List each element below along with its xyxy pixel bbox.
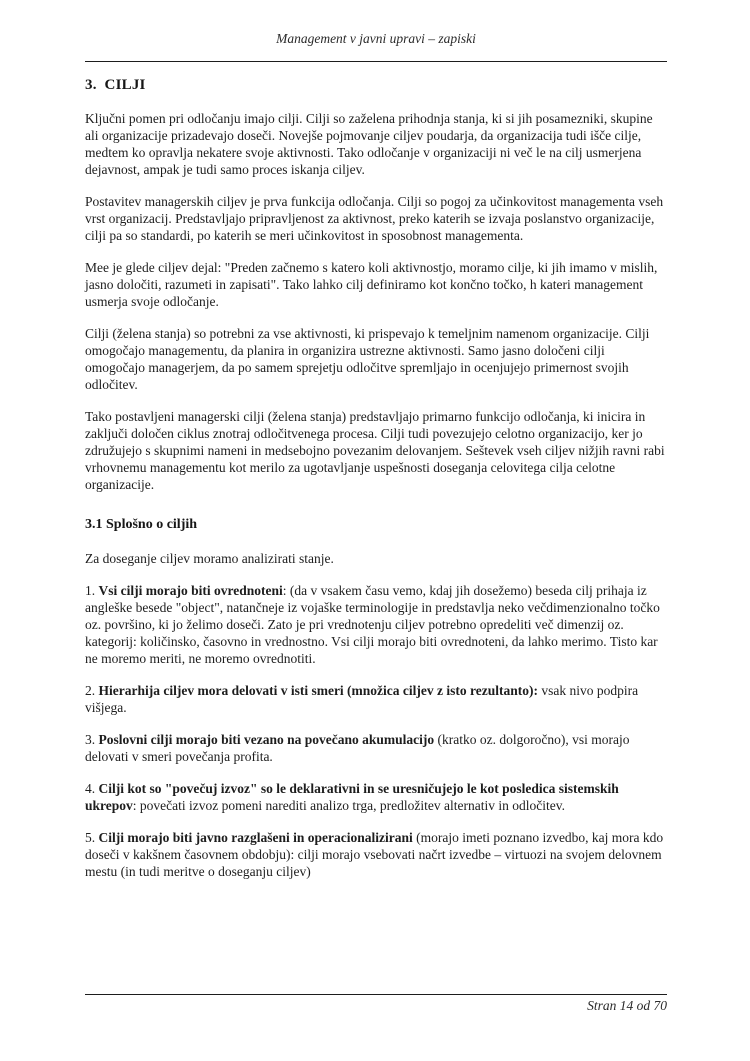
numbered-item xyxy=(85,780,667,814)
item-text: (kratko oz. dolgoročno), vsi morajo delovati v smeri povečanja profita. xyxy=(85,732,630,764)
header-divider xyxy=(85,61,667,62)
section-heading: 3. CILJI xyxy=(85,77,146,93)
numbered-item xyxy=(85,682,667,716)
item-bold-text: Hierarhija ciljev mora delovati v isti smeri (množica ciljev z isto rezultanto): xyxy=(98,683,538,698)
numbered-item xyxy=(85,829,667,880)
body-paragraph: Cilji (želena stanja) so potrebni za vse aktivnosti, ki prispevajo k temeljnim namenom organizacije. Cilji omogočajo managementu, da planira in organizira ustrezne aktivnosti. Samo jasno določeni cilji omogočajo managerjem, da po samem sprejetju odločitve spremljajo in ocenjujejo primernost svojih odločitev. xyxy=(85,326,650,392)
item-bold-text: Vsi cilji morajo biti ovrednoteni xyxy=(98,583,283,598)
subsection-heading: 3.1 Splošno o ciljih xyxy=(85,517,198,532)
body-paragraph: Tako postavljeni managerski cilji (želena stanja) predstavljajo primarno funkcijo odločanja, ki inicira in zaključi določen ciklus znotraj odločitvenega procesa. Cilji tudi povezujejo celotno organizacijo, ker jo združujejo s skupnimi nameni in medsebojno povezanim delovanjem. Seštevek vseh ciljev nižjih ravni rabi vrhovnemu managementu kot merilo za ugotavljanje uspešnosti doseganja celovitega cilja celotne organizacije. xyxy=(85,409,665,492)
item-bold-text: Cilji kot so "povečuj izvoz" so le deklarativni in se uresničujejo le kot posledica sistemskih ukrepov xyxy=(85,781,619,813)
item-text: (morajo imeti poznano izvedbo, kaj mora kdo doseči v kakšnem časovnem obdobju): cilji morajo vsebovati načrt izvedbe – virtuozi na svojem delovnem mestu (in tudi meritve o doseganju ciljev) xyxy=(85,830,664,879)
item-number: 5. xyxy=(85,830,99,845)
body-paragraph: Mee je glede ciljev dejal: "Preden začnemo s katero koli aktivnostjo, moramo cilje, ki jih imamo v mislih, jasno določiti, razumeti in zapisati". Tako lahko cilj definiramo kot končno točko, h kateri management usmerja svoje odločanje. xyxy=(85,260,658,309)
item-number: 2. xyxy=(85,683,99,698)
page-number-label: Stran 14 od 70 xyxy=(587,998,667,1013)
item-text: : povečati izvoz pomeni narediti analizo trga, predložitev alternativ in odločitev. xyxy=(132,798,565,813)
item-number: 4. xyxy=(85,781,99,796)
item-text: vsak nivo podpira višjega. xyxy=(85,683,639,715)
numbered-item xyxy=(85,582,667,667)
page-footer xyxy=(85,994,667,1014)
item-number: 1. xyxy=(85,583,99,598)
body-paragraph: Ključni pomen pri odločanju imajo cilji. Cilji so zaželena prihodnja stanja, ki si jih posamezniki, skupine ali organizacije prizadevajo doseči. Novejše pojmovanje ciljev poudarja, da organizacija tudi išče cilje, medtem ko opravlja nekatere svoje aktivnosti. Tako odločanje v organizaciji ni več le na cilj usmerjena dejavnost, ampak je tudi samo proces iskanja ciljev. xyxy=(85,111,653,177)
item-bold-text: Cilji morajo biti javno razglašeni in operacionalizirani xyxy=(98,830,413,845)
item-text: : (da v vsakem času vemo, kdaj jih dosežemo) beseda cilj prihaja iz angleške besede "object", natančneje iz vojaške terminologije in predstavlja neko večdimenzionalno točko oz. površino, ki jo želimo doseči. Zato je pri vrednotenju ciljev potrebno opredeliti več dimenzij oz. kategorij: količinsko, časovno in vrednostno. Vsi cilji morajo biti ovrednoteni, da lahko merimo. Tisto kar ne moremo meriti, ne moremo ovrednotiti. xyxy=(85,583,660,666)
item-bold-text: Poslovni cilji morajo biti vezano na povečano akumulacijo xyxy=(98,732,435,747)
footer-divider xyxy=(85,994,667,995)
numbered-item xyxy=(85,731,667,765)
page-header-title: Management v javni upravi – zapiski xyxy=(276,31,476,46)
body-paragraph: Postavitev managerskih ciljev je prva funkcija odločanja. Cilji so pogoj za učinkovitost managementa vseh vrst organizacij. Predstavljajo pripravljenost za aktivnost, preko katerih se izvaja poslanstvo organizacije, cilji pa so standardi, po katerih se meri učinkovitost in sposobnost managementa. xyxy=(85,194,664,243)
item-number: 3. xyxy=(85,732,99,747)
subsection-intro: Za doseganje ciljev moramo analizirati stanje. xyxy=(85,551,334,566)
